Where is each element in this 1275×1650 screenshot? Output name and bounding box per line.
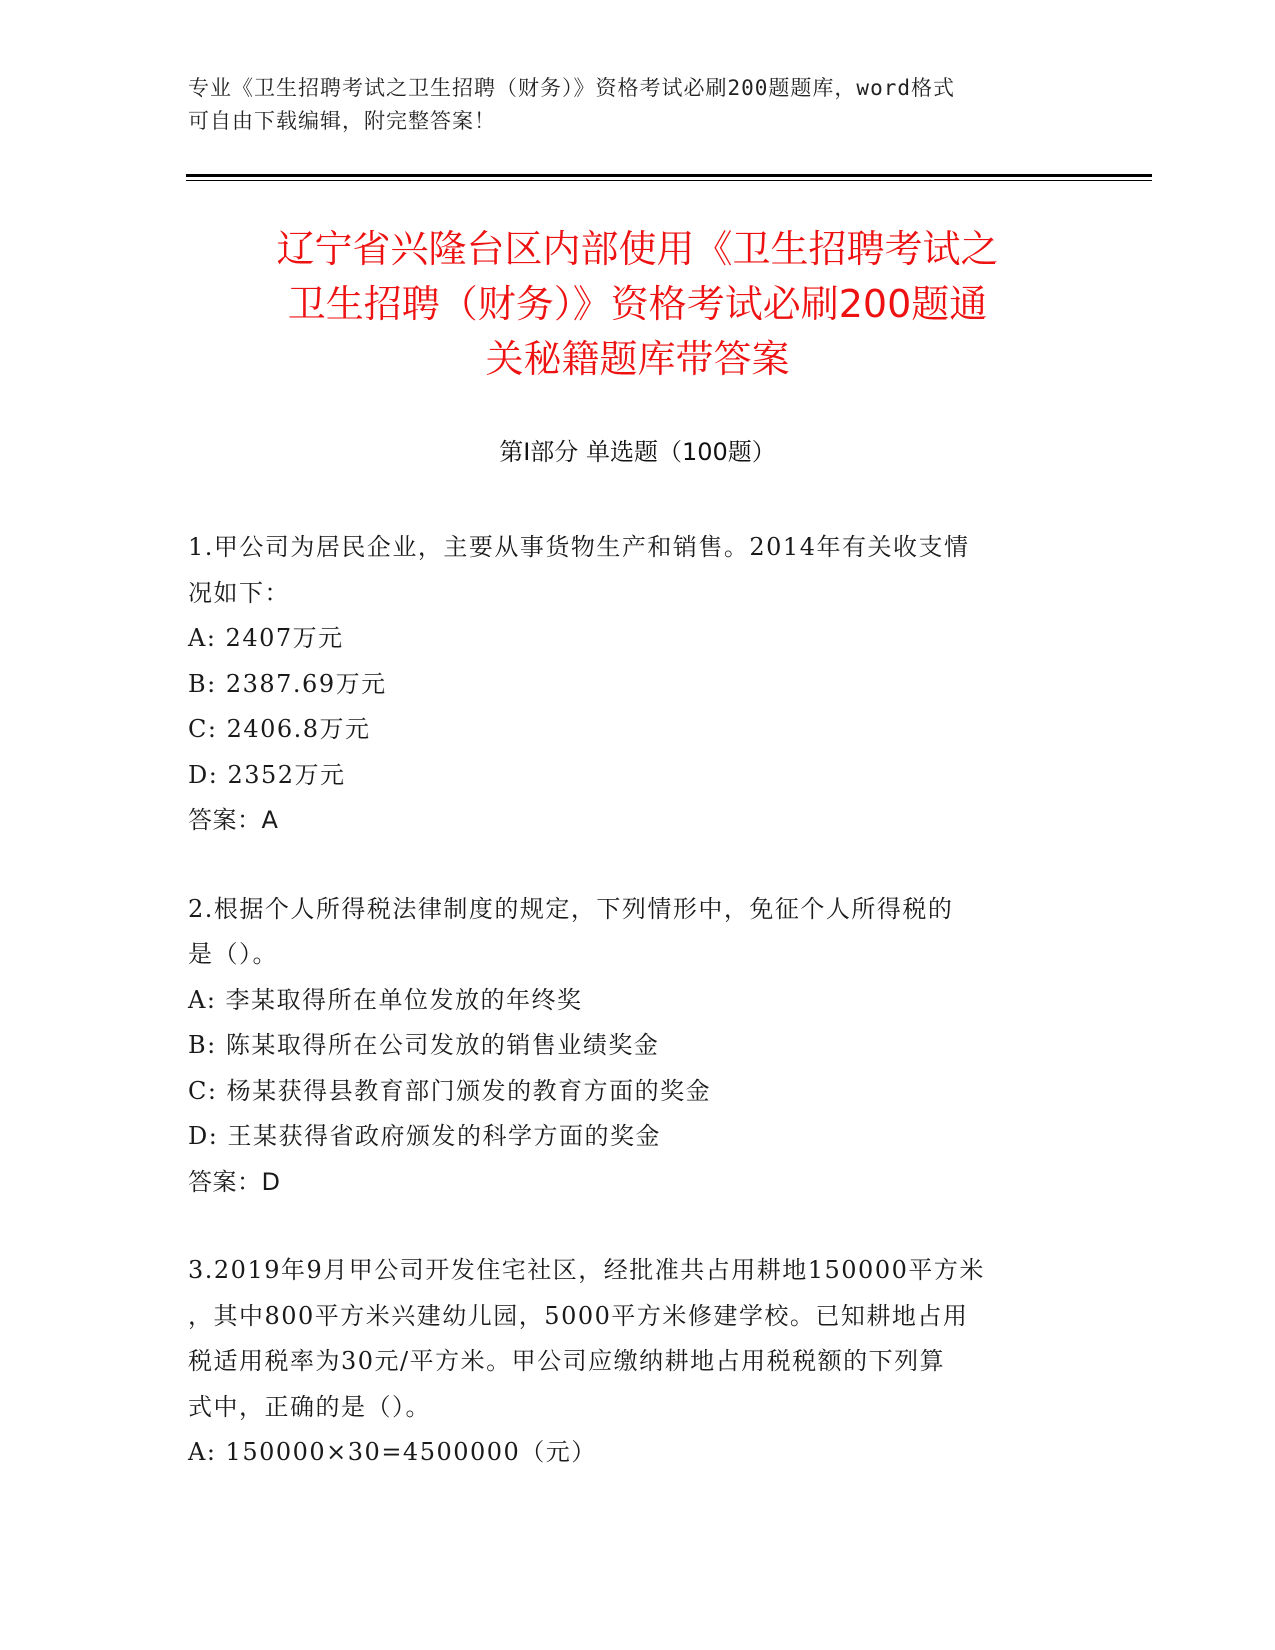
- option-c: C: 杨某获得县教育部门颁发的教育方面的奖金: [188, 1076, 712, 1105]
- question-item: [188, 1248, 1088, 1476]
- option-c: C: 2406.8万元: [188, 715, 371, 743]
- question-stem-line: 1.甲公司为居民企业，主要从事货物生产和销售。2014年有关收支情: [188, 533, 970, 561]
- option-d: D: 王某获得省政府颁发的科学方面的奖金: [188, 1122, 661, 1150]
- option-a: A: 2407万元: [188, 624, 344, 652]
- option-b: B: 陈某取得所在公司发放的销售业绩奖金: [188, 1031, 660, 1059]
- title-line: 卫生招聘（财务）》资格考试必刷200题通: [287, 282, 988, 326]
- question-list: [188, 525, 1088, 1519]
- section-heading: 第Ⅰ部分 单选题（100题）: [499, 438, 776, 466]
- question-stem-line: 式中，正确的是（）。: [188, 1392, 431, 1421]
- option-a: A: 150000×30=4500000（元）: [188, 1438, 597, 1466]
- question-stem-line: 2.根据个人所得税法律制度的规定，下列情形中，免征个人所得税的: [188, 894, 954, 923]
- header-divider-thin: [186, 180, 1152, 181]
- option-a: A: 李某取得所在单位发放的年终奖: [188, 985, 583, 1014]
- answer-label: 答案：A: [188, 806, 279, 834]
- question-item: [188, 887, 1088, 1206]
- title-line: 关秘籍题库带答案: [485, 337, 790, 381]
- header-note: [188, 72, 1068, 138]
- header-note-line: 可自由下载编辑，附完整答案！: [188, 109, 496, 133]
- question-stem-line: ，其中800平方米兴建幼儿园，5000平方米修建学校。已知耕地占用: [188, 1301, 969, 1330]
- title-line: 辽宁省兴隆台区内部使用《卫生招聘考试之: [276, 227, 999, 271]
- question-stem-line: 况如下：: [188, 578, 290, 607]
- option-d: D: 2352万元: [188, 760, 346, 789]
- answer-label: 答案：D: [188, 1167, 281, 1196]
- option-b: B: 2387.69万元: [188, 669, 387, 698]
- header-note-line: 专业《卫生招聘考试之卫生招聘（财务）》资格考试必刷200题题库，word格式: [188, 76, 955, 100]
- question-stem-line: 3.2019年9月甲公司开发住宅社区，经批准共占用耕地150000平方米: [188, 1256, 985, 1284]
- question-stem-line: 是（）。: [188, 940, 278, 968]
- question-item: [188, 525, 1088, 844]
- header-divider-thick: [186, 174, 1152, 177]
- document-title: [160, 222, 1115, 387]
- question-stem-line: 税适用税率为30元/平方米。甲公司应缴纳耕地占用税税额的下列算: [188, 1347, 946, 1375]
